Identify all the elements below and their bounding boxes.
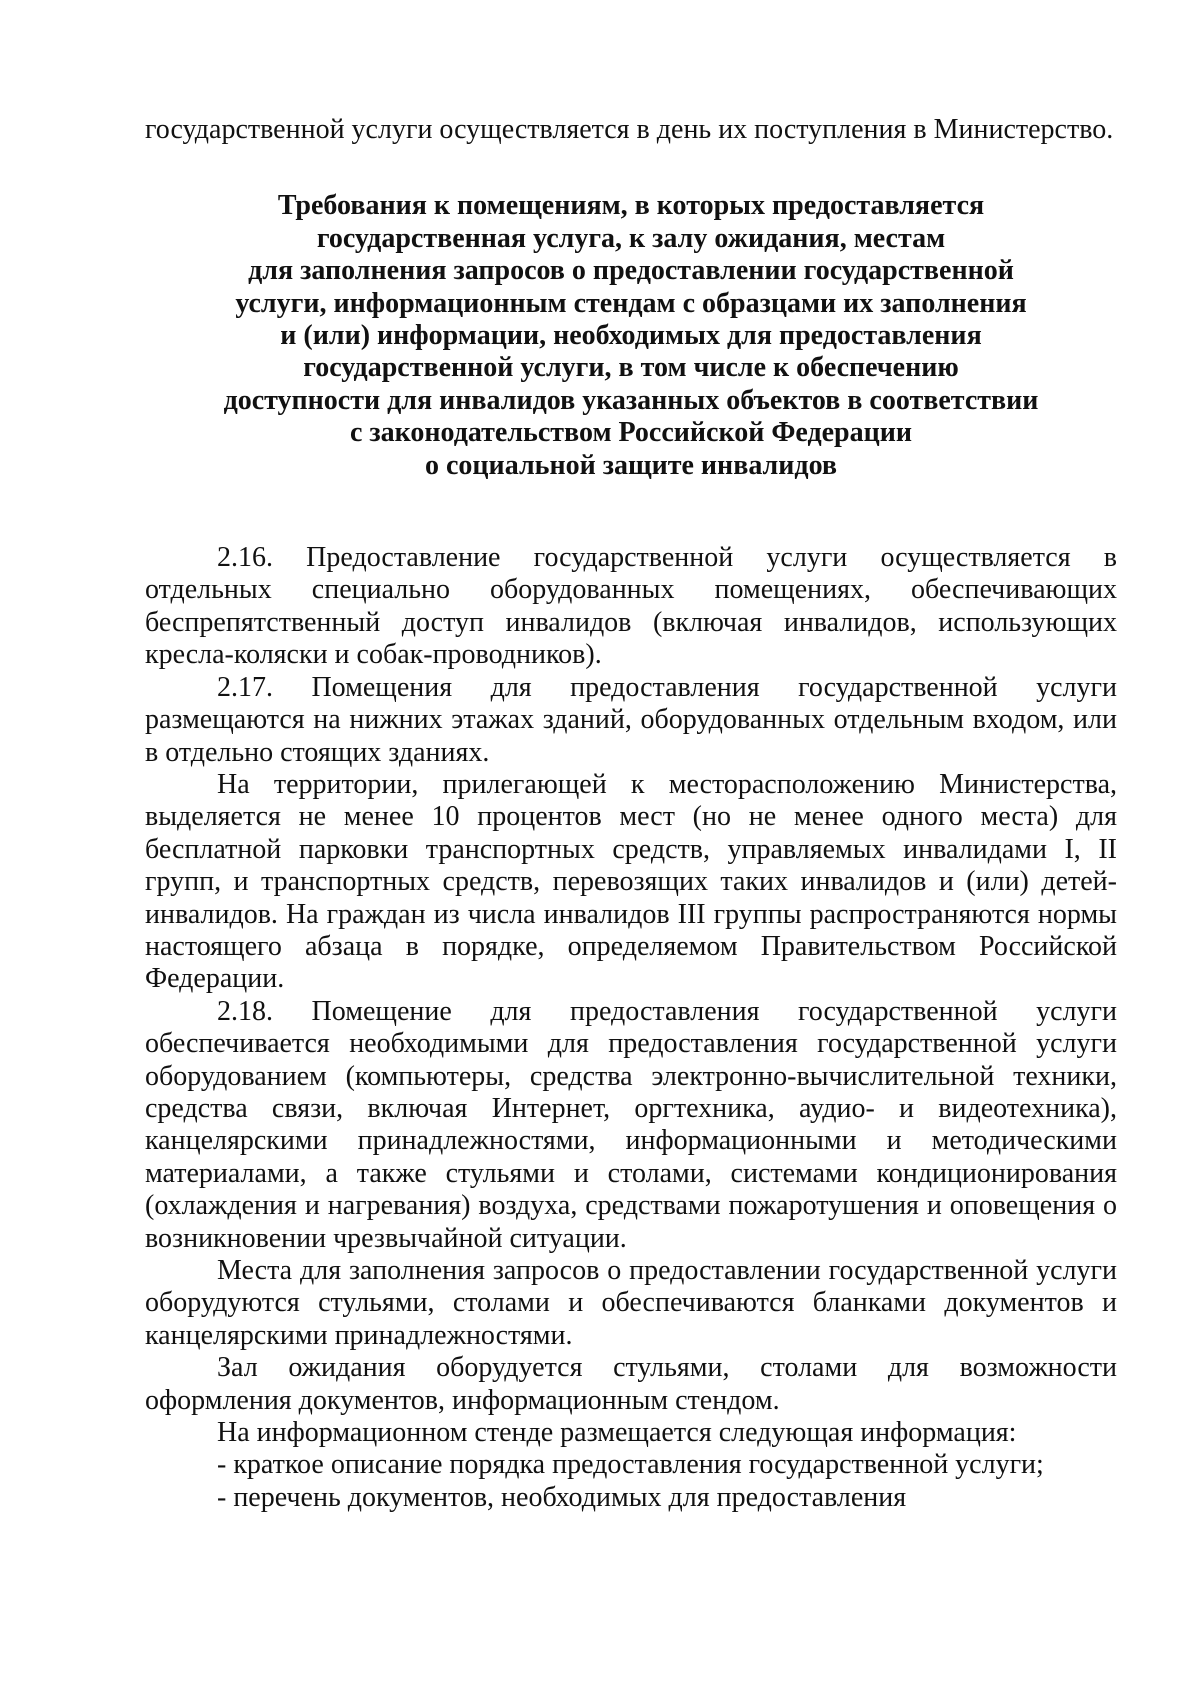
paragraph-info-stand: На информационном стенде размещается следующая информация: [217, 1417, 1017, 1449]
heading-line: и (или) информации, необходимых для предоставления [280, 320, 982, 352]
heading-line: о социальной защите инвалидов [425, 449, 837, 481]
heading-line: услуги, информационным стендам с образцами их заполнения [235, 287, 1027, 319]
heading-line: с законодательством Российской Федерации [349, 417, 913, 449]
paragraph-2-16: 2.16. Предоставление государственной услуги осуществляется в отдельных специально оборудованных помещениях, обеспечивающих беспрепятственный доступ инвалидов (включая инвалидов, использующих кресла-коляски и собак-проводников). [145, 542, 1117, 671]
paragraph-parking: На территории, прилегающей к месторасположению Министерства, выделяется не менее 10 процентов мест (но не менее одного места) для бесплатной парковки транспортных средств, управляемых инвалидами I, II групп, и транспортных средств, перевозящих таких инвалидов и (или) детей-инвалидов. На граждан из числа инвалидов III группы распространяются нормы настоящего абзаца в порядке, определяемом Правительством Российской Федерации. [145, 768, 1117, 995]
continuation-paragraph: государственной услуги осуществляется в день их поступления в Министерство. [145, 114, 1114, 145]
spacer [145, 482, 1117, 542]
paragraph-2-18: 2.18. Помещение для предоставления государственной услуги обеспечивается необходимыми для предоставления государственной услуги оборудованием (компьютеры, средства электронно-вычислительной техники, средства связи, включая Интернет, оргтехника, аудио- и видеотехника), канцелярскими принадлежностями, информационными и методическими материалами, а также стульями и столами, системами кондиционирования (охлаждения и нагревания) воздуха, средствами пожаротушения и оповещения о возникновении чрезвычайной ситуации. [145, 995, 1117, 1254]
paragraph-request-places: Места для заполнения запросов о предоставлении государственной услуги оборудуются стульями, столами и обеспечиваются бланками документов и канцелярскими принадлежностями. [145, 1255, 1117, 1351]
heading-line: Требования к помещениям, в которых предоставляется [277, 190, 985, 222]
section-heading [145, 190, 1117, 482]
list-item: - перечень документов, необходимых для предоставления [217, 1481, 907, 1513]
heading-line: доступности для инвалидов указанных объектов в соответствии [223, 384, 1039, 416]
list-item: - краткое описание порядка предоставления государственной услуги; [217, 1449, 1044, 1481]
heading-line: государственная услуга, к залу ожидания, местам [316, 222, 946, 254]
heading-line: государственной услуги, в том числе к обеспечению [303, 352, 959, 384]
heading-line: для заполнения запросов о предоставлении государственной [248, 255, 1014, 287]
paragraph-2-17: 2.17. Помещения для предоставления государственной услуги размещаются на нижних этажах зданий, оборудованных отдельным входом, или в отдельно стоящих зданиях. [145, 671, 1117, 768]
document-page [145, 114, 1117, 1514]
paragraph-waiting-hall: Зал ожидания оборудуется стульями, столами для возможности оформления документов, информационным стендом. [145, 1352, 1117, 1416]
